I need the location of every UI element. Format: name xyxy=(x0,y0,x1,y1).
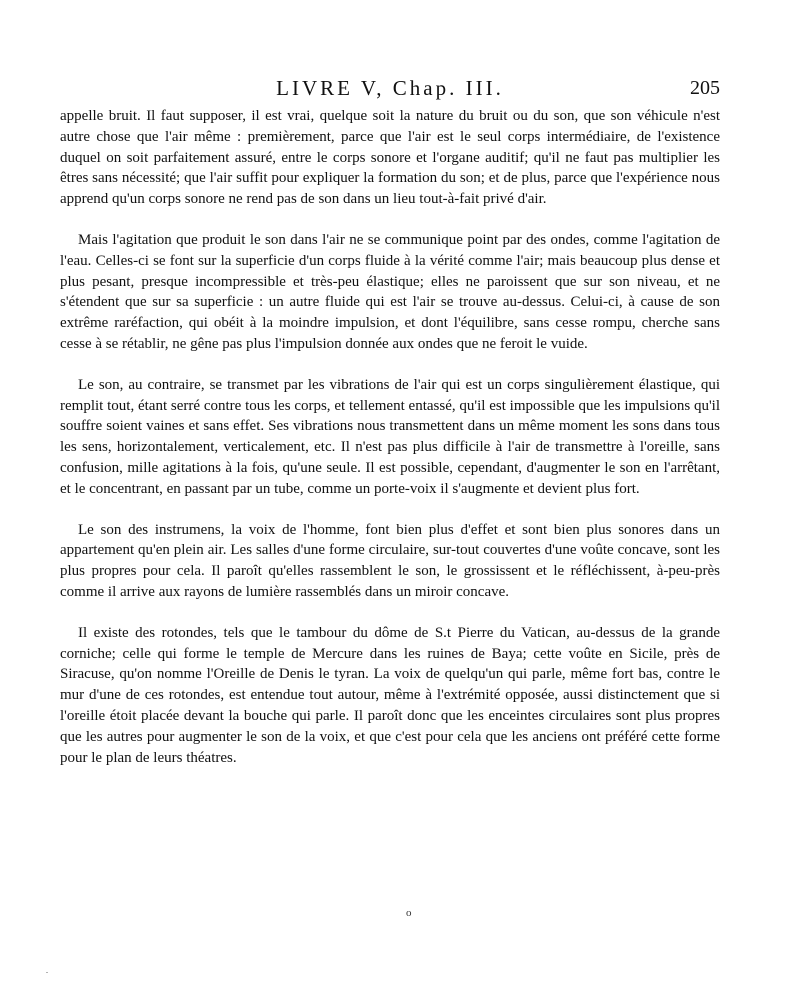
paragraph-continuation: appelle bruit. Il faut supposer, il est vrai, quelque soit la nature du bruit ou du son, que son véhicule n'est autre chose que l'air même : premièrement, parce que l'air est le seul corps intermédiaire, de l'existence duquel on soit parfaitement assuré, entre le corps sonore et l'organe auditif; qu'il ne faut pas multiplier les êtres sans nécessité; que l'air suffit pour expliquer la formation du son; et de plus, parce que l'expérience nous apprend qu'un corps sonore ne rend pas de son dans un lieu tout-à-fait privé d'air. xyxy=(60,108,720,208)
paragraph-vibrations: Le son, au contraire, se transmet par les vibrations de l'air qui est un corps singulièrement élastique, qui remplit tout, étant serré contre tous les corps, et tellement entassé, qu'il est impossible que les impulsions qu'il souffre soient vaines et sans effet. Ses vibrations nous transmettent dans un même moment les sons dans tous les sens, horizontalement, verticalement, etc. Il n'est pas plus difficile à l'air de transmettre à l'oreille, sans confusion, mille agitations à la fois, qu'une seule. Il est possible, cependant, d'augmenter le son en l'arrêtant, et le concentrant, en passant par un tube, comme un porte-voix il s'augmente et devient plus fort. xyxy=(60,376,720,497)
page-number: 205 xyxy=(690,77,720,99)
page-mark-dot: . xyxy=(46,966,48,975)
paragraph-instruments: Le son des instrumens, la voix de l'homme, font bien plus d'effet et sont bien plus sonores dans un appartement qu'en plein air. Les salles d'une forme circulaire, sur-tout couvertes d'une voûte concave, sont les plus propres pour cela. Il paroît qu'elles rassemblent le son, le grossissent et le réfléchissent, à-peu-près comme il arrive aux rayons de lumière rassemblés dans un miroir concave. xyxy=(60,521,720,600)
body-text xyxy=(60,106,720,788)
paragraph-rotondes: Il existe des rotondes, tels que le tambour du dôme de S.t Pierre du Vatican, au-dessus de la grande corniche; celle qui forme le temple de Mercure dans les ruines de Baya; cette voûte en Sicile, près de Siracuse, qu'on nomme l'Oreille de Denis le tyran. La voix de quelqu'un qui parle, même fort bas, contre le mur d'une de ces rotondes, est entendue tout autour, même à l'extrémité opposée, aussi distinctement que si l'oreille étoit placée devant la bouche qui parle. Il paroît donc que les enceintes circulaires sont plus propres que les autres pour augmenter le son de la voix, et que c'est pour cela que les anciens ont préféré cette forme pour le plan de leurs théatres. xyxy=(60,624,720,766)
page-mark-circle: o xyxy=(406,907,412,919)
running-head: LIVRE V, Chap. III. xyxy=(276,76,504,100)
paragraph-agitation: Mais l'agitation que produit le son dans l'air ne se communique point par des ondes, comme l'agitation de l'eau. Celles-ci se font sur la superficie d'un corps fluide à la vérité comme l'air; mais beaucoup plus dense et plus pesant, presque incompressible et très-peu élastique; elles ne paroissent que sur son niveau, et ne s'étendent que sur sa superficie : un autre fluide qui est l'air se trouve au-dessus. Celui-ci, à cause de son extrême raréfaction, qui obéit à la moindre impulsion, et dont l'équilibre, sans cesse rompu, cherche sans cesse à se rétablir, ne gêne pas plus l'impulsion donnée aux ondes que ne feroit le vuide. xyxy=(60,231,720,352)
page-header xyxy=(60,76,720,100)
